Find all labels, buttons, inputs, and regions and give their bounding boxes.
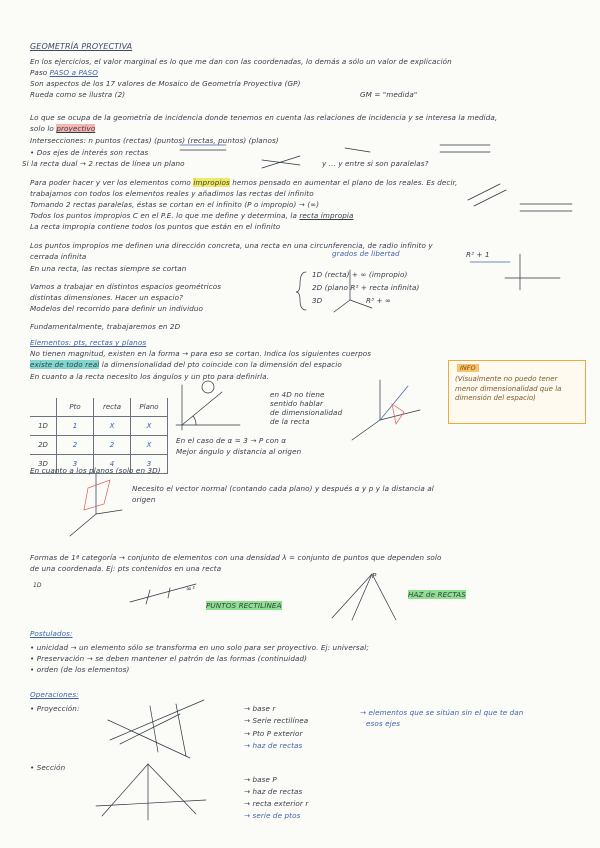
- sketch-line: [332, 574, 372, 618]
- table-cell: 3: [57, 455, 94, 474]
- info-note-text: (Visualmente no puedo tener menor dimensionalidad que la dimensión del espacio): [455, 375, 562, 402]
- sec6-label-puntos: PUNTOS RECTILÍNEA: [206, 601, 282, 610]
- sketch-line: [352, 574, 372, 620]
- sec4-line-4: En cuanto a la recta necesito los ángulos y un pto para definirla.: [30, 372, 269, 381]
- sec4-l3b: la dimensionalidad del pto coincide con la dimensión del espacio: [101, 360, 342, 369]
- intro-line-1: En los ejercicios, el valor marginal es lo que me dan con las coordenadas, lo demás a sólo un valor de explicación: [30, 57, 452, 66]
- sketch-line: [345, 148, 370, 152]
- table-cell: 4: [94, 455, 131, 474]
- sketch-line: [182, 392, 222, 425]
- sketch-line: [468, 184, 500, 200]
- fig3d-text-4: de la recta: [270, 417, 310, 426]
- info-note-tag: INFO: [457, 364, 479, 372]
- sec4-existe: existe de todo real: [30, 360, 100, 369]
- sec2-line-5: La recta impropia contiene todos los puntos que están en el infinito: [30, 222, 281, 231]
- sec2-recta-impropia: recta impropia: [299, 211, 354, 220]
- sec5-right-1: Necesito el vector normal (contando cada plano) y después α y p y la distancia al: [132, 484, 434, 493]
- sec8-proj-2: → Serie rectilínea: [244, 716, 309, 725]
- sec1-line-5: Si la recta dual → 2 rectas de línea un plano: [22, 159, 185, 168]
- sec1-solo: solo lo: [30, 124, 54, 133]
- sec1-line-1: Lo que se ocupa de la geometría de incidencia donde tenemos en cuenta las relaciones de incidencia y se interesa la medida,: [30, 113, 498, 122]
- page-title: GEOMETRÍA PROYECTIVA: [30, 42, 133, 51]
- sec2-l1c: hemos pensado en aumentar el plano de los reales. Es decir,: [232, 178, 458, 187]
- sec8-sec-4: → serie de ptos: [244, 811, 301, 820]
- sec4-line-1: Elementos: pts, rectas y planos: [30, 338, 147, 347]
- sketch-line: [176, 704, 186, 756]
- fig3d-text-2: sentido hablar: [270, 399, 324, 408]
- sec2-line-8: En una recta, las rectas siempre se cortan: [30, 264, 187, 273]
- table-cell: X: [131, 417, 168, 436]
- sketch-axis: [334, 300, 350, 312]
- sketch-line: [102, 764, 148, 816]
- sec8-proj-note-1: → elementos que se sitúan sin el que te dan: [360, 708, 524, 717]
- sketch-axis: [350, 300, 372, 308]
- sec7-line-1: • unicidad → un elemento sólo se transforma en uno solo para ser proyectivo. Ej: universal;: [30, 643, 369, 652]
- sketch-line: [150, 706, 158, 752]
- sec6-label-haz: HAZ de RECTAS: [408, 590, 466, 599]
- sec2-l4a: Todos los puntos impropios C en el P.E. lo que me define y determina, la: [30, 211, 297, 220]
- sec5-line-1: En cuanto a los planos (solo en 3D): [30, 466, 161, 475]
- sec8-proj-3: → Pto P exterior: [244, 729, 303, 738]
- fig3d-text-5: En el caso de α = 3 → P con α: [176, 436, 287, 445]
- table-cell: 1D: [30, 417, 57, 436]
- table-header: Plano: [131, 398, 168, 417]
- sec4-line-2: No tienen magnitud, existen en la forma → para eso se cortan. Indica los siguientes cuerpos: [30, 349, 372, 358]
- sec3-r3: R³ + ∞: [366, 296, 392, 305]
- sec7-title: Postulados:: [30, 629, 73, 638]
- sketch-axis: [352, 420, 380, 440]
- sketch-axis: [70, 514, 96, 536]
- sec8-sec-2: → haz de rectas: [244, 787, 303, 796]
- sec8-proj-4: → haz de rectas: [244, 741, 303, 750]
- sec8-proyeccion: • Proyección:: [30, 704, 80, 713]
- fig3d-text-1: en 4D no tiene: [270, 390, 325, 399]
- sec2-line-6: Los puntos impropios me definen una dirección concreta, una recta en una circunferencia, de radio infinito y: [30, 241, 433, 250]
- table-cell: 3: [131, 455, 168, 474]
- sec1-line-4: • Dos ejes de interés son rectas: [30, 148, 149, 157]
- table-cell: X: [131, 436, 168, 455]
- sec8-proj-1: → base r: [244, 704, 276, 713]
- sec6-tiny-label: 1D: [33, 582, 42, 589]
- sec3-brace-3d: 3D: [312, 296, 323, 305]
- sec3-line-3: Modelos del recorrido para definir un individuo: [30, 304, 204, 313]
- sec6-line-1: Formas de 1ª categoría → conjunto de elementos con una densidad λ = conjunto de puntos que dependen solo: [30, 553, 442, 562]
- sec6-infinity: ∞¹: [186, 584, 196, 593]
- sec3-line-4: Fundamentalmente, trabajaremos en 2D: [30, 322, 181, 331]
- sketch-line: [130, 584, 196, 602]
- sec2-impropios: impropios: [193, 178, 230, 187]
- sec3-brace-1d: 1D (recta) + ∞ (impropio): [312, 270, 408, 279]
- fig3d-text-6: Mejor ángulo y distancia al origen: [176, 447, 302, 456]
- sec2-line-7: cerrada infinita: [30, 252, 87, 261]
- sketch-line: [108, 720, 190, 758]
- sec3-brace-2d: 2D (plano R² + recta infinita): [312, 283, 420, 292]
- sketch-line: [96, 800, 206, 806]
- table-cell: 2D: [30, 436, 57, 455]
- sec1-proyectivo: proyectivo: [56, 124, 96, 133]
- sketch-angle: [193, 416, 196, 425]
- sec8-sec-3: → recta exterior r: [244, 799, 309, 808]
- sec6-line-2: de una coordenada. Ej: pts contenidos en una recta: [30, 564, 222, 573]
- sec1-line-5b: y ... y entre si son paralelas?: [322, 159, 429, 168]
- table-cell: 1: [57, 417, 94, 436]
- sec8-seccion: • Sección: [30, 763, 66, 772]
- sec2-l1a: Para poder hacer y ver los elementos como: [30, 178, 191, 187]
- fig3d-text-3: de dimensionalidad: [270, 408, 343, 417]
- table-cell: 3D: [30, 455, 57, 474]
- sec5-right-2: origen: [132, 495, 156, 504]
- sec8-proj-note-2: esos ejes: [366, 719, 401, 728]
- sec8-sec-1: → base P: [244, 775, 277, 784]
- sec2-grados-libertad: grados de libertad: [332, 249, 400, 258]
- sketch-tick: [168, 588, 170, 598]
- sec1-line-3: Intersecciones: n puntos (rectas) (puntos) (rectas, puntos) (planos): [30, 136, 279, 145]
- sec3-line-2: distintas dimensiones. Hacer un espacio?: [30, 293, 184, 302]
- sketch-circle: [202, 381, 214, 393]
- table-cell: X: [94, 417, 131, 436]
- table-header: Pto: [57, 398, 94, 417]
- sec3-line-1: Vamos a trabajar en distintos espacios geométricos: [30, 282, 222, 291]
- sketch-axis: [96, 510, 122, 514]
- intro-line-4: Rueda como se ilustra (2): [30, 90, 126, 99]
- table-cell: 2: [57, 436, 94, 455]
- sec2-line-2: trabajamos con todos los elementos reales y añadimos las rectas del infinito: [30, 189, 314, 198]
- sketch-line: [110, 700, 204, 740]
- sketch-plane: [84, 480, 110, 510]
- sketch-line: [474, 190, 506, 206]
- intro-paso: Paso: [30, 68, 48, 77]
- intro-paso-a-paso: PASO a PASO: [49, 68, 98, 77]
- intro-gm: GM = "medida": [360, 90, 418, 99]
- sec2-line-3: Tomando 2 rectas paralelas, éstas se cortan en el infinito (P o impropio) → (∞): [30, 200, 320, 209]
- sketch-line: [372, 574, 396, 620]
- sketch-line: [262, 156, 300, 168]
- sec7-line-3: • orden (de los elementos): [30, 665, 130, 674]
- intro-line-3: Son aspectos de los 17 valores de Mosaico de Geometría Proyectiva (GP): [30, 79, 301, 88]
- sketch-brace: [296, 272, 306, 310]
- sec8-title: Operaciones:: [30, 690, 79, 699]
- sketch-line: [148, 764, 196, 814]
- sketch-line: [262, 160, 300, 165]
- table-header: recta: [94, 398, 131, 417]
- sec6-p: P: [372, 571, 377, 580]
- sec2-r2: R² + 1: [466, 250, 490, 259]
- sketch-plane: [392, 404, 404, 424]
- sec7-line-2: • Preservación → se deben mantener el patrón de las formas (continuidad): [30, 654, 308, 663]
- table-cell: 2: [94, 436, 131, 455]
